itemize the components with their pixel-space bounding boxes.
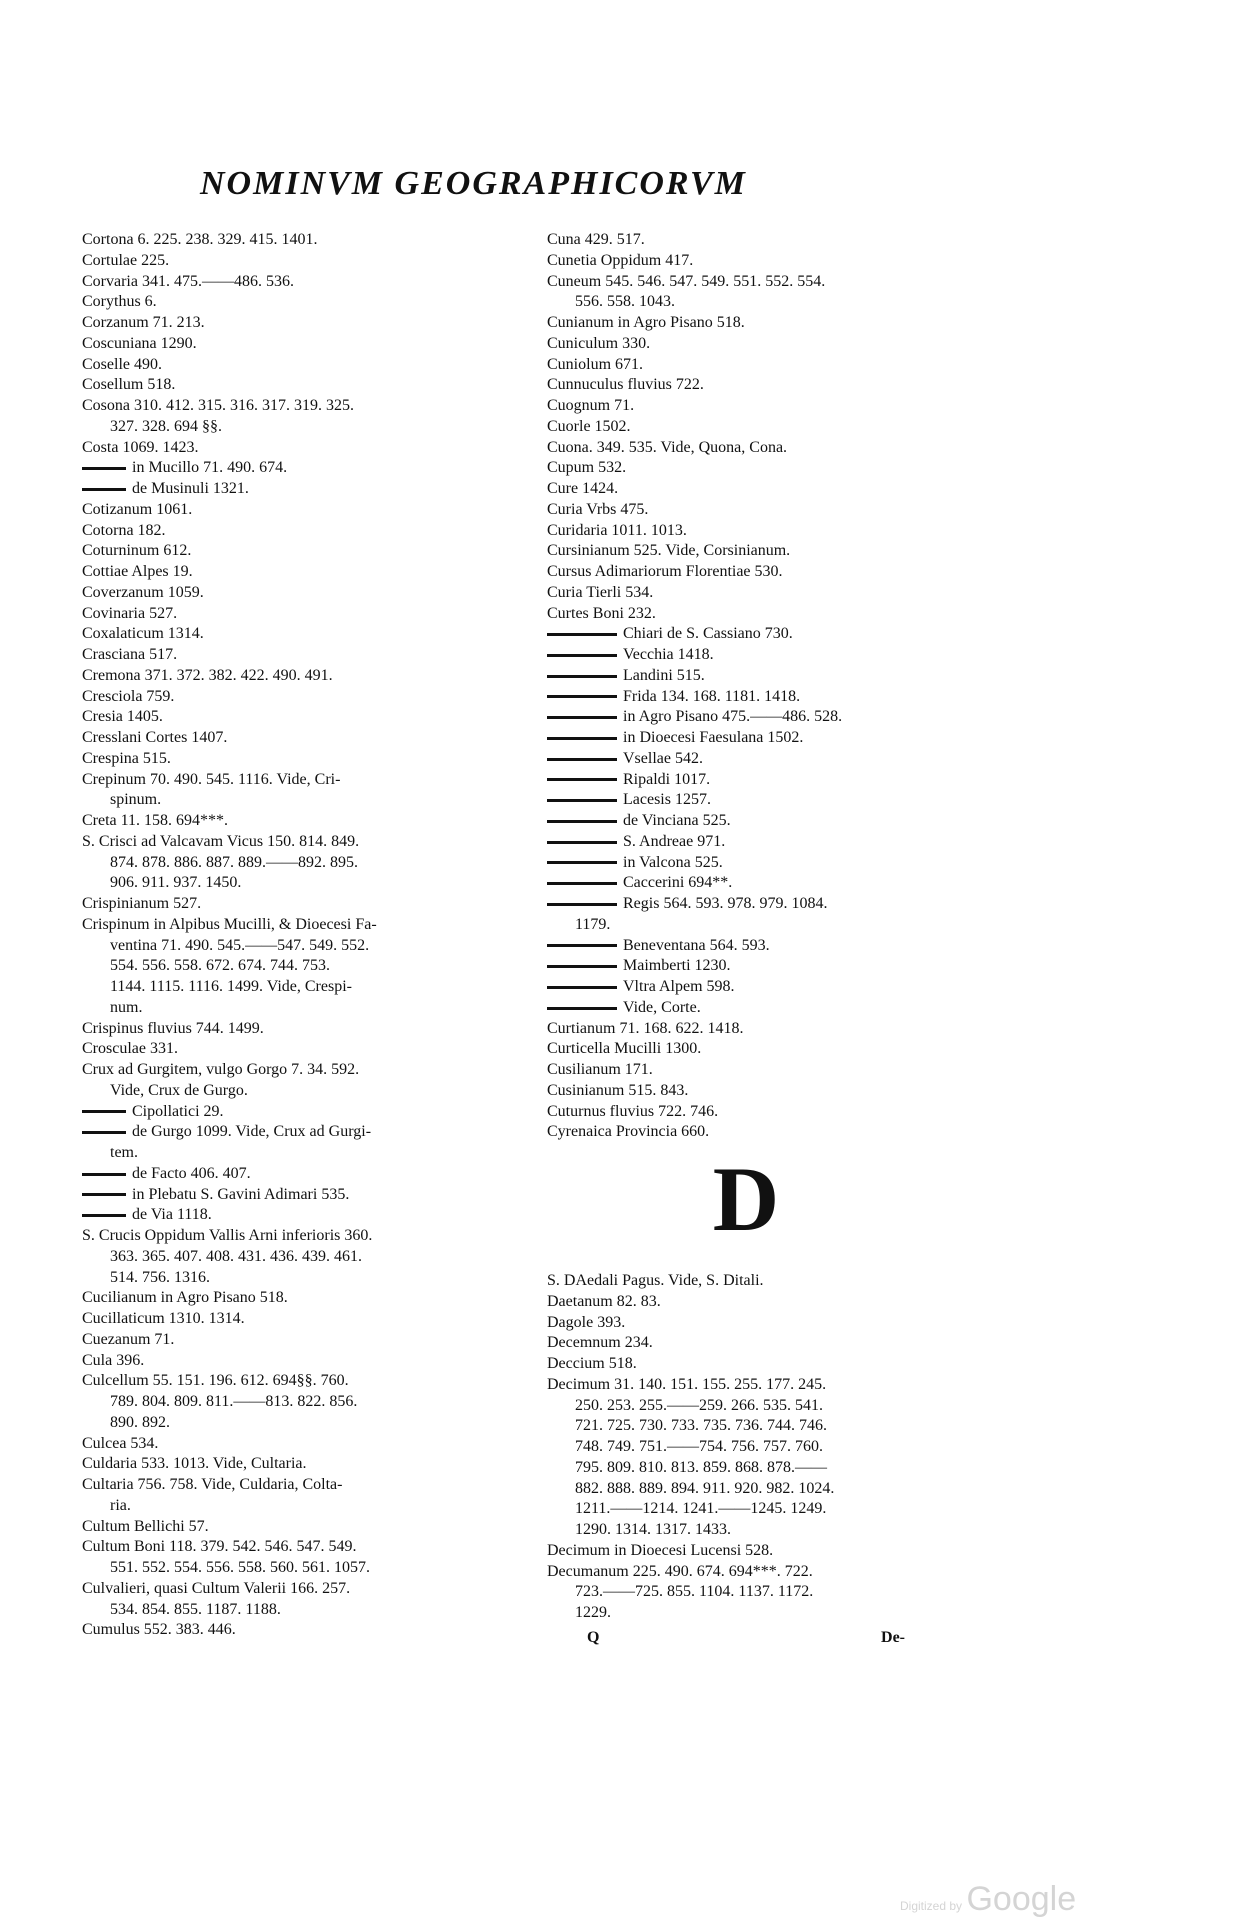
index-entry bbox=[82, 1413, 534, 1434]
entry-text: 250. 253. 255.——259. 266. 535. 541. bbox=[575, 1396, 823, 1414]
entry-text: Cucillaticum 1310. 1314. bbox=[82, 1310, 245, 1327]
index-entry bbox=[547, 707, 945, 728]
entry-text: Crasciana 517. bbox=[82, 646, 178, 663]
entry-text: 1290. 1314. 1317. 1433. bbox=[575, 1521, 731, 1538]
entry-text: ventina 71. 490. 545.——547. 549. 552. bbox=[110, 936, 370, 954]
ditto-dash bbox=[547, 758, 617, 761]
index-entry bbox=[547, 1541, 945, 1562]
entry-text: Creta 11. 158. 694***. bbox=[82, 812, 229, 829]
entry-text: Coselle 490. bbox=[82, 355, 162, 373]
entry-text: Cuorle 1502. bbox=[547, 417, 631, 435]
entry-text: de Musinuli 1321. bbox=[132, 480, 249, 497]
entry-text: Curtes Boni 232. bbox=[547, 604, 656, 622]
index-entry bbox=[82, 1434, 534, 1455]
index-entry bbox=[82, 894, 534, 915]
entry-text: Cuneum 545. 546. 547. 549. 551. 552. 554. bbox=[547, 272, 826, 290]
entry-text: Curticella Mucilli 1300. bbox=[547, 1040, 702, 1058]
entry-text: Decimum in Dioecesi Lucensi 528. bbox=[547, 1541, 774, 1559]
entry-text: 1211.——1214. 1241.——1245. 1249. bbox=[575, 1500, 827, 1518]
index-entry bbox=[547, 832, 945, 853]
index-entry bbox=[547, 1520, 945, 1541]
ditto-dash bbox=[547, 654, 617, 657]
entry-text: in Valcona 525. bbox=[623, 853, 723, 871]
ditto-dash bbox=[547, 799, 617, 802]
index-entry bbox=[82, 998, 534, 1019]
index-entry bbox=[82, 1496, 534, 1517]
entry-text: ria. bbox=[110, 1496, 131, 1514]
entry-text: Crosculae 331. bbox=[82, 1040, 178, 1058]
entry-text: Cure 1424. bbox=[547, 480, 619, 497]
entry-text: 534. 854. 855. 1187. 1188. bbox=[110, 1600, 281, 1618]
index-entry bbox=[82, 458, 534, 479]
index-entry bbox=[82, 687, 534, 708]
index-entry bbox=[82, 707, 534, 728]
entry-text: Cunianum in Agro Pisano 518. bbox=[547, 314, 745, 331]
index-entry bbox=[82, 292, 534, 313]
ditto-dash bbox=[82, 1193, 126, 1196]
entry-text: spinum. bbox=[110, 791, 162, 809]
entry-text: 748. 749. 751.——754. 756. 757. 760. bbox=[575, 1438, 823, 1455]
entry-text: Landini 515. bbox=[623, 666, 705, 684]
entry-text: Chiari de S. Cassiano 730. bbox=[623, 625, 793, 643]
entry-text: num. bbox=[110, 998, 143, 1016]
entry-text: 1229. bbox=[575, 1604, 611, 1621]
index-entry bbox=[547, 811, 945, 832]
ditto-dash bbox=[82, 1214, 126, 1217]
entry-text: Cosellum 518. bbox=[82, 376, 176, 394]
ditto-dash bbox=[82, 1110, 126, 1113]
index-entry bbox=[547, 396, 945, 417]
index-entry bbox=[547, 313, 945, 334]
entry-text: Cultum Boni 118. 379. 542. 546. 547. 549. bbox=[82, 1538, 357, 1556]
entry-text: Decumanum 225. 490. 674. 694***. 722. bbox=[547, 1562, 813, 1580]
entry-text: 906. 911. 937. 1450. bbox=[110, 874, 242, 892]
ditto-dash bbox=[547, 1007, 617, 1010]
entry-text: in Dioecesi Faesulana 1502. bbox=[623, 729, 804, 746]
entry-text: Vide, Crux de Gurgo. bbox=[110, 1081, 248, 1099]
index-entry bbox=[82, 1122, 534, 1143]
entry-text: in Agro Pisano 475.——486. 528. bbox=[623, 708, 843, 726]
index-entry bbox=[547, 1437, 945, 1458]
index-entry bbox=[82, 1620, 534, 1641]
index-entry bbox=[547, 1292, 945, 1313]
index-entry bbox=[547, 749, 945, 770]
entry-text: Corvaria 341. 475.——486. 536. bbox=[82, 272, 294, 290]
index-entry bbox=[547, 770, 945, 791]
index-entry bbox=[547, 583, 945, 604]
index-entry bbox=[547, 292, 945, 313]
index-entry bbox=[547, 1060, 945, 1081]
entry-text: tem. bbox=[110, 1144, 138, 1161]
right-column bbox=[547, 230, 945, 1649]
index-entry bbox=[82, 583, 534, 604]
entry-text: Cuna 429. 517. bbox=[547, 231, 645, 248]
entry-text: Crepinum 70. 490. 545. 1116. Vide, Cri- bbox=[82, 770, 341, 788]
index-entry bbox=[547, 251, 945, 272]
entry-text: Beneventana 564. 593. bbox=[623, 936, 770, 954]
entry-text: Ripaldi 1017. bbox=[623, 770, 711, 788]
ditto-dash bbox=[547, 737, 617, 740]
entry-text: Corzanum 71. 213. bbox=[82, 314, 205, 331]
entry-text: Coscuniana 1290. bbox=[82, 334, 197, 352]
entry-text: Cremona 371. 372. 382. 422. 490. 491. bbox=[82, 666, 333, 684]
index-entry bbox=[547, 624, 945, 645]
entry-text: Crespina 515. bbox=[82, 749, 171, 767]
index-entry bbox=[82, 1226, 534, 1247]
entry-text: 1144. 1115. 1116. 1499. Vide, Crespi- bbox=[110, 978, 352, 995]
index-entry bbox=[547, 1271, 945, 1292]
index-entry bbox=[82, 770, 534, 791]
index-entry bbox=[82, 811, 534, 832]
index-entry bbox=[547, 355, 945, 376]
ditto-dash bbox=[82, 488, 126, 491]
index-entry bbox=[82, 1579, 534, 1600]
watermark-logo: Google bbox=[966, 1880, 1077, 1918]
entry-text: Vecchia 1418. bbox=[623, 646, 714, 663]
index-entry bbox=[547, 936, 945, 957]
index-entry bbox=[82, 438, 534, 459]
entry-text: Cumulus 552. 383. 446. bbox=[82, 1621, 236, 1639]
index-entry bbox=[547, 873, 945, 894]
entry-text: Deccium 518. bbox=[547, 1355, 637, 1372]
index-entry bbox=[547, 458, 945, 479]
entry-text: Cotizanum 1061. bbox=[82, 500, 193, 518]
index-entry bbox=[82, 749, 534, 770]
entry-text: Vltra Alpem 598. bbox=[623, 978, 735, 995]
index-entry bbox=[547, 645, 945, 666]
index-entry bbox=[82, 1019, 534, 1040]
entry-text: Vsellae 542. bbox=[623, 749, 703, 767]
index-entry bbox=[547, 438, 945, 459]
index-entry bbox=[82, 977, 534, 998]
index-entry bbox=[82, 832, 534, 853]
entry-text: 327. 328. 694 §§. bbox=[110, 417, 222, 435]
index-entry bbox=[547, 1499, 945, 1520]
index-entry bbox=[82, 1309, 534, 1330]
entry-text: Coturninum 612. bbox=[82, 542, 192, 560]
index-entry bbox=[82, 479, 534, 500]
index-entry bbox=[82, 1164, 534, 1185]
ditto-dash bbox=[547, 882, 617, 885]
entry-text: Crux ad Gurgitem, vulgo Gorgo 7. 34. 592. bbox=[82, 1061, 360, 1078]
index-entry bbox=[547, 1081, 945, 1102]
right-column-entries bbox=[547, 230, 945, 1143]
entry-text: Cunetia Oppidum 417. bbox=[547, 251, 694, 269]
index-entry bbox=[547, 521, 945, 542]
index-entry bbox=[547, 790, 945, 811]
entry-text: 795. 809. 810. 813. 859. 868. 878.—— bbox=[575, 1458, 827, 1476]
entry-text: Covinaria 527. bbox=[82, 604, 178, 622]
ditto-dash bbox=[547, 944, 617, 947]
entry-text: de Facto 406. 407. bbox=[132, 1164, 251, 1182]
index-entry bbox=[82, 1392, 534, 1413]
index-entry bbox=[547, 1479, 945, 1500]
page-footer bbox=[547, 1628, 945, 1649]
index-entry bbox=[547, 1416, 945, 1437]
entry-text: Cula 396. bbox=[82, 1351, 145, 1369]
entry-text: Regis 564. 593. 978. 979. 1084. bbox=[623, 895, 828, 912]
entry-text: Cursinianum 525. Vide, Corsinianum. bbox=[547, 542, 791, 560]
entry-text: Cuognum 71. bbox=[547, 397, 635, 414]
index-entry bbox=[82, 956, 534, 977]
index-entry bbox=[82, 1330, 534, 1351]
ditto-dash bbox=[547, 675, 617, 678]
index-entry bbox=[82, 313, 534, 334]
index-entry bbox=[547, 1333, 945, 1354]
index-entry bbox=[82, 1185, 534, 1206]
entry-text: Cusilianum 171. bbox=[547, 1061, 653, 1078]
entry-text: Coverzanum 1059. bbox=[82, 583, 204, 601]
entry-text: Dagole 393. bbox=[547, 1313, 626, 1331]
ditto-dash bbox=[547, 841, 617, 844]
entry-text: Cyrenaica Provincia 660. bbox=[547, 1123, 710, 1141]
catchword: De- bbox=[881, 1628, 905, 1646]
entry-text: Cuturnus fluvius 722. 746. bbox=[547, 1102, 719, 1120]
entry-text: Crispinum in Alpibus Mucilli, & Dioecesi Fa- bbox=[82, 915, 377, 933]
index-entry bbox=[547, 479, 945, 500]
entry-text: Cortulae 225. bbox=[82, 251, 170, 269]
entry-text: Corythus 6. bbox=[82, 293, 157, 311]
index-entry bbox=[82, 1371, 534, 1392]
index-entry bbox=[547, 1122, 945, 1143]
section-letter: D bbox=[712, 1148, 780, 1250]
entry-text: Maimberti 1230. bbox=[623, 957, 731, 975]
entry-text: 890. 892. bbox=[110, 1413, 170, 1431]
entry-text: Culcea 534. bbox=[82, 1434, 159, 1452]
index-entry bbox=[547, 541, 945, 562]
index-entry bbox=[82, 604, 534, 625]
page-title: NOMINVM GEOGRAPHICORVM bbox=[200, 165, 747, 202]
entry-text: Decimum 31. 140. 151. 155. 255. 177. 245. bbox=[547, 1375, 827, 1393]
entry-text: 874. 878. 886. 887. 889.——892. 895. bbox=[110, 853, 358, 871]
ditto-dash bbox=[82, 1173, 126, 1176]
index-entry bbox=[547, 915, 945, 936]
index-entry bbox=[82, 1351, 534, 1372]
index-entry bbox=[82, 790, 534, 811]
index-entry bbox=[82, 230, 534, 251]
entry-text: Cuniculum 330. bbox=[547, 334, 651, 352]
index-entry bbox=[82, 251, 534, 272]
ditto-dash bbox=[547, 965, 617, 968]
index-entry bbox=[82, 1288, 534, 1309]
entry-text: Cunnuculus fluvius 722. bbox=[547, 376, 704, 394]
index-entry bbox=[82, 1205, 534, 1226]
index-entry bbox=[82, 1060, 534, 1081]
index-entry bbox=[547, 1396, 945, 1417]
entry-text: 882. 888. 889. 894. 911. 920. 982. 1024. bbox=[575, 1479, 835, 1497]
entry-text: Cuniolum 671. bbox=[547, 355, 644, 373]
index-entry bbox=[82, 728, 534, 749]
entry-text: Cuezanum 71. bbox=[82, 1330, 175, 1348]
entry-text: de Vinciana 525. bbox=[623, 812, 731, 829]
entry-text: Caccerini 694**. bbox=[623, 874, 733, 892]
index-entry bbox=[82, 562, 534, 583]
entry-text: Cottiae Alpes 19. bbox=[82, 563, 193, 580]
index-entry bbox=[82, 1143, 534, 1164]
index-entry bbox=[82, 1600, 534, 1621]
entry-text: Crispinianum 527. bbox=[82, 895, 202, 912]
index-entry bbox=[82, 355, 534, 376]
entry-text: S. Crucis Oppidum Vallis Arni inferioris 360. bbox=[82, 1227, 373, 1244]
index-entry bbox=[547, 230, 945, 251]
entry-text: Frida 134. 168. 1181. 1418. bbox=[623, 687, 801, 705]
index-entry bbox=[82, 1247, 534, 1268]
index-entry bbox=[547, 998, 945, 1019]
index-entry bbox=[82, 853, 534, 874]
index-entry bbox=[547, 562, 945, 583]
entry-text: in Plebatu S. Gavini Adimari 535. bbox=[132, 1185, 350, 1203]
index-entry bbox=[547, 687, 945, 708]
index-entry bbox=[547, 977, 945, 998]
ditto-dash bbox=[547, 861, 617, 864]
entry-text: Cursus Adimariorum Florentiae 530. bbox=[547, 563, 783, 580]
entry-text: 363. 365. 407. 408. 431. 436. 439. 461. bbox=[110, 1247, 362, 1265]
entry-text: Daetanum 82. 83. bbox=[547, 1292, 661, 1310]
index-entry bbox=[547, 728, 945, 749]
index-entry bbox=[547, 956, 945, 977]
index-entry bbox=[547, 1039, 945, 1060]
entry-text: 554. 556. 558. 672. 674. 744. 753. bbox=[110, 957, 330, 975]
index-entry bbox=[547, 417, 945, 438]
index-entry bbox=[547, 1458, 945, 1479]
index-entry bbox=[547, 272, 945, 293]
index-entry bbox=[547, 1375, 945, 1396]
entry-text: Lacesis 1257. bbox=[623, 791, 711, 809]
index-entry bbox=[547, 666, 945, 687]
index-entry bbox=[82, 541, 534, 562]
index-entry bbox=[82, 334, 534, 355]
entry-text: Vide, Corte. bbox=[623, 998, 701, 1016]
entry-text: Curia Tierli 534. bbox=[547, 583, 654, 601]
entry-text: Cucilianum in Agro Pisano 518. bbox=[82, 1289, 288, 1307]
index-entry bbox=[82, 873, 534, 894]
entry-text: S. Crisci ad Valcavam Vicus 150. 814. 849. bbox=[82, 832, 360, 850]
signature-mark: Q bbox=[587, 1628, 600, 1646]
index-entry bbox=[547, 1562, 945, 1583]
digitized-watermark bbox=[900, 1880, 1076, 1919]
ditto-dash bbox=[547, 986, 617, 989]
entry-text: in Mucillo 71. 490. 674. bbox=[132, 459, 288, 477]
entry-text: Culcellum 55. 151. 196. 612. 694§§. 760. bbox=[82, 1372, 349, 1390]
ditto-dash bbox=[547, 903, 617, 906]
entry-text: Cresciola 759. bbox=[82, 687, 175, 705]
index-entry bbox=[82, 1039, 534, 1060]
index-entry bbox=[82, 1102, 534, 1123]
entry-text: Cosona 310. 412. 315. 316. 317. 319. 325. bbox=[82, 397, 354, 414]
entry-text: 1179. bbox=[575, 915, 611, 933]
entry-text: S. DAedali Pagus. Vide, S. Ditali. bbox=[547, 1272, 764, 1289]
index-entry bbox=[547, 894, 945, 915]
index-entry bbox=[82, 1537, 534, 1558]
entry-text: Crispinus fluvius 744. 1499. bbox=[82, 1019, 264, 1037]
right-column-d-entries bbox=[547, 1271, 945, 1624]
entry-text: S. Andreae 971. bbox=[623, 832, 726, 850]
index-entry bbox=[547, 500, 945, 521]
index-entry bbox=[82, 1558, 534, 1579]
ditto-dash bbox=[547, 695, 617, 698]
index-entry bbox=[82, 417, 534, 438]
index-entry bbox=[547, 334, 945, 355]
entry-text: Coxalaticum 1314. bbox=[82, 625, 204, 643]
entry-text: 551. 552. 554. 556. 558. 560. 561. 1057. bbox=[110, 1559, 370, 1576]
entry-text: Decemnum 234. bbox=[547, 1334, 653, 1352]
entry-text: Cultaria 756. 758. Vide, Culdaria, Colta- bbox=[82, 1476, 343, 1493]
index-entry bbox=[82, 521, 534, 542]
index-entry bbox=[82, 645, 534, 666]
entry-text: Culvalieri, quasi Cultum Valerii 166. 257. bbox=[82, 1579, 351, 1597]
index-entry bbox=[82, 1517, 534, 1538]
entry-text: Cipollatici 29. bbox=[132, 1102, 224, 1120]
index-entry bbox=[82, 936, 534, 957]
entry-text: Cresia 1405. bbox=[82, 708, 163, 726]
left-column bbox=[82, 230, 534, 1641]
index-entry bbox=[547, 375, 945, 396]
index-entry bbox=[82, 375, 534, 396]
entry-text: 556. 558. 1043. bbox=[575, 293, 675, 311]
index-entry bbox=[547, 1313, 945, 1334]
entry-text: Cupum 532. bbox=[547, 459, 627, 477]
index-entry bbox=[82, 1081, 534, 1102]
entry-text: Costa 1069. 1423. bbox=[82, 438, 199, 456]
index-entry bbox=[82, 1475, 534, 1496]
index-entry bbox=[82, 915, 534, 936]
index-entry bbox=[547, 1582, 945, 1603]
entry-text: Culdaria 533. 1013. Vide, Cultaria. bbox=[82, 1455, 307, 1473]
ditto-dash bbox=[82, 467, 126, 470]
entry-text: Curidaria 1011. 1013. bbox=[547, 521, 687, 539]
entry-text: Cusinianum 515. 843. bbox=[547, 1081, 689, 1099]
index-entry bbox=[82, 500, 534, 521]
index-entry bbox=[82, 1268, 534, 1289]
index-entry bbox=[82, 1454, 534, 1475]
ditto-dash bbox=[547, 716, 617, 719]
ditto-dash bbox=[547, 820, 617, 823]
entry-text: 721. 725. 730. 733. 735. 736. 744. 746. bbox=[575, 1417, 827, 1435]
index-entry bbox=[547, 1354, 945, 1375]
entry-text: Cuona. 349. 535. Vide, Quona, Cona. bbox=[547, 438, 788, 456]
entry-text: Curia Vrbs 475. bbox=[547, 500, 649, 518]
entry-text: Cresslani Cortes 1407. bbox=[82, 729, 228, 746]
entry-text: 789. 804. 809. 811.——813. 822. 856. bbox=[110, 1393, 358, 1410]
index-entry bbox=[547, 1019, 945, 1040]
index-entry bbox=[82, 624, 534, 645]
entry-text: Cotorna 182. bbox=[82, 521, 166, 539]
index-entry bbox=[82, 272, 534, 293]
entry-text: 514. 756. 1316. bbox=[110, 1268, 210, 1286]
watermark-small: Digitized by bbox=[900, 1899, 963, 1913]
ditto-dash bbox=[82, 1131, 126, 1134]
index-entry bbox=[547, 604, 945, 625]
index-entry bbox=[82, 666, 534, 687]
index-entry bbox=[547, 853, 945, 874]
index-entry bbox=[547, 1102, 945, 1123]
entry-text: Cortona 6. 225. 238. 329. 415. 1401. bbox=[82, 231, 318, 248]
ditto-dash bbox=[547, 633, 617, 636]
entry-text: 723.——725. 855. 1104. 1137. 1172. bbox=[575, 1583, 814, 1601]
index-entry bbox=[547, 1603, 945, 1624]
index-entry bbox=[82, 396, 534, 417]
entry-text: Curtianum 71. 168. 622. 1418. bbox=[547, 1019, 744, 1037]
ditto-dash bbox=[547, 778, 617, 781]
entry-text: de Gurgo 1099. Vide, Crux ad Gurgi- bbox=[132, 1123, 372, 1141]
entry-text: de Via 1118. bbox=[132, 1206, 212, 1224]
entry-text: Cultum Bellichi 57. bbox=[82, 1517, 209, 1535]
